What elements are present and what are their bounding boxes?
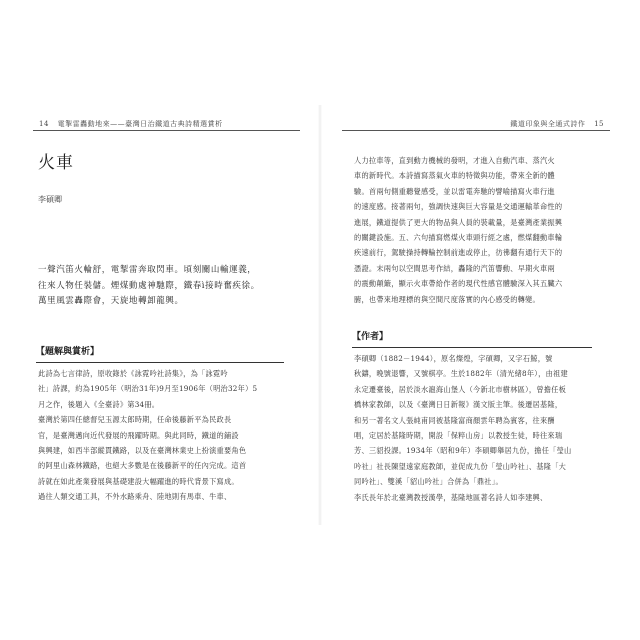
body-line: 憑證。末兩句以空間思考作結，轟隆的汽笛響動、早期火車兩	[354, 263, 555, 273]
body-line: 腑，也帶來地理標的與空間尺度落實的內心感受的轉變。	[354, 294, 540, 304]
analysis-continued	[354, 153, 612, 307]
section-heading-author	[352, 329, 388, 345]
body-line: 進展，鐵道提供了更大的物品與人員的裝載量，是臺灣產業振興	[354, 217, 563, 227]
body-line: 芳、三貂投課。1934年（昭和9年）李碩卿舉居九份，擔任「瑩山	[354, 446, 572, 456]
poem-author: 李碩卿	[38, 195, 62, 204]
book-title: 電掣雷轟動地來——臺灣日治鐵道古典詩精選賞析	[57, 120, 223, 128]
body-line: 人力拉車等，直到動力機械的發明，才進入自動汽車、蒸汽火	[354, 156, 555, 165]
poem-title: 火車	[38, 153, 74, 173]
poem-line: 往來人物任裝儲。煙煤動處神馳際，鐵春ì接時奮疾徐。	[38, 280, 260, 291]
body-line: 臺灣於第四任總督兒玉源太郎時期，任命後藤新平為民政長	[38, 415, 232, 425]
right-page	[320, 0, 640, 640]
body-line: 的關鍵設施。五、六句描寫燃煤火車頭行經之處，燃煤翻動車輪	[354, 233, 563, 243]
body-line: 車的新時代。本詩描寫蒸氣火車的特徵與功能，帶來全新的體	[354, 171, 555, 181]
right-page-number: 15	[594, 120, 604, 128]
body-line: 李碩卿（1882－1944），原名燦煌，字碩卿，又字石鯨，號	[354, 354, 553, 363]
body-line: 和另一著名文人張純甫同被基隆富商顏雲年聘為賓客，往來酬	[354, 415, 555, 425]
body-line: 李氏長年於北臺灣教授漢學，基隆地區著名詩人如李建興、	[354, 492, 548, 502]
analysis-body	[38, 366, 288, 505]
poem-text	[38, 263, 278, 310]
body-line: 永定遷臺後，居於淡水滬海山堡人（今新北市樹林區），曾擔任板	[354, 384, 567, 394]
left-running-head	[33, 119, 223, 129]
section-heading-analysis	[36, 344, 99, 360]
body-line: 詩就在如此產業發展與基礎建設大幅躍進的時代背景下寫成。	[38, 476, 239, 486]
body-line: 同吟社」、雙溪「貂山吟社」合併為「鼎社」。	[354, 477, 503, 487]
body-line: 唱，定居於基隆時期，開設「保粹山房」以教授生徒，時往來瑞	[354, 431, 563, 441]
body-line: 的速度感。接著兩句，強調快速與巨大容量是交通運輸革命性的	[354, 202, 563, 212]
body-line: 過往人類交通工具，不外水路乘舟、陸地則有馬車、牛車、	[38, 492, 232, 502]
poem-line: 一聲汽笛火輪舒，電掣雷奔取閃車。頃刻關山輸運義，	[38, 265, 257, 275]
left-page-number: 14	[39, 120, 49, 128]
body-line: 此詩為七言律詩，原收錄於《詠霓吟社詩集》，為「詠霓吟	[38, 369, 228, 378]
body-line: 驗。首兩句側重聽覺感受，並以雷電奔馳的譬喻描寫火車行進	[354, 186, 555, 196]
left-header-rule	[33, 130, 300, 131]
right-header-rule	[342, 130, 610, 131]
body-line: 橋林家教師，以及《臺灣日日新報》漢文版主筆。後遷居基隆，	[354, 400, 563, 410]
body-line: 疾速前行，駕駛操持轉輪控制前進或停止，彷彿翻有通行天下的	[354, 248, 563, 258]
section-heading-rule	[352, 347, 592, 348]
body-line: 月之作，後題入《全臺詩》第34冊。	[38, 399, 160, 409]
body-line: 與興建，如西半部縱貫鐵路，以及在臺灣林業史上扮演重要角色	[38, 446, 247, 456]
section-heading-label: 【題解與賞析】	[36, 347, 100, 357]
section-heading-rule	[36, 362, 284, 363]
body-line: 吟社」社長陳望遠家庭教師，並促成九份「瑩山吟社」、基隆「大	[354, 461, 567, 471]
body-line: 的震動顛簸，顯示火車帶給作者的現代性感官體驗深入其五臟六	[354, 279, 563, 289]
author-biography	[354, 351, 612, 505]
body-line: 的阿里山森林鐵路，也絕大多數是在後藤新平的任內完成。這首	[38, 461, 247, 471]
chapter-title: 鐵道印象與全通式詩作	[510, 120, 586, 128]
body-line: 秋鑄，晚號退響，又號棋亭。生於1882年（清光緒8年），由祖建	[354, 369, 568, 379]
body-line: 官，是臺灣邁向近代發展的飛躍時期。與此同時，鐵道的鋪設	[38, 430, 239, 440]
body-line: 社」詩課，約為1905年（明治31年)9月至1906年（明治32年）5	[38, 384, 258, 394]
section-heading-label: 【作者】	[352, 332, 389, 342]
poem-line: 萬里風雲轟際會，天旋地轉卸龍興。	[38, 296, 184, 306]
right-running-head	[510, 119, 610, 129]
